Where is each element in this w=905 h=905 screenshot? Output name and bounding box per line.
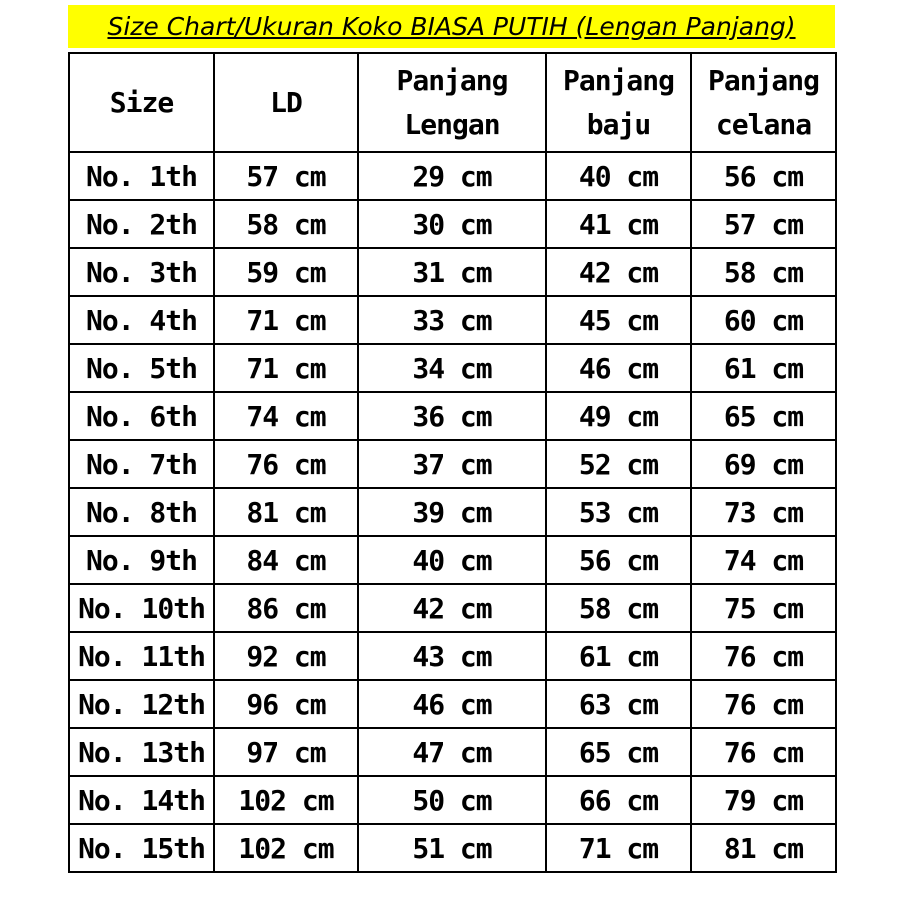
header-label-line2: celana: [715, 107, 812, 141]
cell-panjang-lengan: 31 cm: [358, 248, 546, 296]
cell-panjang-baju: 40 cm: [546, 152, 691, 200]
cell-ld: 71 cm: [214, 344, 358, 392]
header-label-line1: Panjang: [396, 63, 508, 97]
cell-ld: 76 cm: [214, 440, 358, 488]
cell-ld: 74 cm: [214, 392, 358, 440]
cell-panjang-baju: 45 cm: [546, 296, 691, 344]
cell-panjang-celana: 79 cm: [691, 776, 836, 824]
cell-panjang-lengan: 43 cm: [358, 632, 546, 680]
cell-ld: 102 cm: [214, 776, 358, 824]
cell-panjang-baju: 46 cm: [546, 344, 691, 392]
cell-size: No. 12th: [69, 680, 214, 728]
header-panjang-baju: [546, 53, 691, 152]
size-chart-title: Size Chart/Ukuran Koko BIASA PUTIH (Lengan Panjang): [68, 5, 835, 48]
cell-panjang-baju: 65 cm: [546, 728, 691, 776]
cell-panjang-celana: 69 cm: [691, 440, 836, 488]
cell-panjang-lengan: 37 cm: [358, 440, 546, 488]
cell-ld: 57 cm: [214, 152, 358, 200]
cell-panjang-baju: 41 cm: [546, 200, 691, 248]
cell-size: No. 9th: [69, 536, 214, 584]
header-label: LD: [270, 85, 302, 119]
cell-panjang-lengan: 30 cm: [358, 200, 546, 248]
table-row: [69, 824, 836, 872]
cell-panjang-lengan: 29 cm: [358, 152, 546, 200]
cell-panjang-celana: 76 cm: [691, 680, 836, 728]
cell-size: No. 11th: [69, 632, 214, 680]
cell-panjang-baju: 42 cm: [546, 248, 691, 296]
cell-ld: 71 cm: [214, 296, 358, 344]
cell-panjang-celana: 81 cm: [691, 824, 836, 872]
cell-ld: 58 cm: [214, 200, 358, 248]
table-row: [69, 536, 836, 584]
cell-ld: 84 cm: [214, 536, 358, 584]
table-row: [69, 344, 836, 392]
cell-panjang-lengan: 36 cm: [358, 392, 546, 440]
cell-panjang-celana: 58 cm: [691, 248, 836, 296]
cell-panjang-lengan: 50 cm: [358, 776, 546, 824]
table-row: [69, 296, 836, 344]
table-row: [69, 728, 836, 776]
cell-panjang-lengan: 34 cm: [358, 344, 546, 392]
header-size: [69, 53, 214, 152]
table-row: [69, 392, 836, 440]
cell-ld: 97 cm: [214, 728, 358, 776]
cell-size: No. 2th: [69, 200, 214, 248]
cell-ld: 86 cm: [214, 584, 358, 632]
cell-panjang-lengan: 51 cm: [358, 824, 546, 872]
cell-size: No. 4th: [69, 296, 214, 344]
table-row: [69, 632, 836, 680]
cell-panjang-lengan: 42 cm: [358, 584, 546, 632]
cell-panjang-lengan: 47 cm: [358, 728, 546, 776]
header-label-line1: Panjang: [707, 63, 819, 97]
cell-panjang-baju: 49 cm: [546, 392, 691, 440]
cell-size: No. 8th: [69, 488, 214, 536]
header-ld: [214, 53, 358, 152]
cell-panjang-celana: 57 cm: [691, 200, 836, 248]
table-header-row: [69, 53, 836, 152]
table-row: [69, 776, 836, 824]
cell-size: No. 15th: [69, 824, 214, 872]
table-row: [69, 248, 836, 296]
cell-size: No. 5th: [69, 344, 214, 392]
header-label-line1: Panjang: [562, 63, 674, 97]
cell-panjang-baju: 56 cm: [546, 536, 691, 584]
cell-panjang-baju: 71 cm: [546, 824, 691, 872]
cell-panjang-celana: 76 cm: [691, 728, 836, 776]
cell-ld: 59 cm: [214, 248, 358, 296]
cell-panjang-baju: 63 cm: [546, 680, 691, 728]
cell-size: No. 10th: [69, 584, 214, 632]
cell-ld: 92 cm: [214, 632, 358, 680]
cell-panjang-celana: 60 cm: [691, 296, 836, 344]
cell-panjang-lengan: 40 cm: [358, 536, 546, 584]
cell-panjang-lengan: 46 cm: [358, 680, 546, 728]
cell-panjang-lengan: 39 cm: [358, 488, 546, 536]
cell-panjang-baju: 53 cm: [546, 488, 691, 536]
cell-panjang-celana: 73 cm: [691, 488, 836, 536]
cell-panjang-baju: 52 cm: [546, 440, 691, 488]
header-label-line2: baju: [586, 107, 651, 141]
cell-panjang-lengan: 33 cm: [358, 296, 546, 344]
cell-ld: 81 cm: [214, 488, 358, 536]
cell-ld: 102 cm: [214, 824, 358, 872]
cell-size: No. 6th: [69, 392, 214, 440]
table-row: [69, 488, 836, 536]
cell-size: No. 3th: [69, 248, 214, 296]
header-panjang-lengan: [358, 53, 546, 152]
table-row: [69, 680, 836, 728]
header-label: Size: [109, 85, 174, 119]
cell-panjang-celana: 75 cm: [691, 584, 836, 632]
header-label-line2: Lengan: [404, 107, 500, 141]
table-row: [69, 200, 836, 248]
cell-panjang-baju: 58 cm: [546, 584, 691, 632]
cell-size: No. 1th: [69, 152, 214, 200]
cell-panjang-celana: 61 cm: [691, 344, 836, 392]
size-chart-table: [68, 52, 837, 873]
header-panjang-celana: [691, 53, 836, 152]
cell-ld: 96 cm: [214, 680, 358, 728]
cell-panjang-celana: 56 cm: [691, 152, 836, 200]
cell-panjang-baju: 66 cm: [546, 776, 691, 824]
cell-panjang-celana: 74 cm: [691, 536, 836, 584]
table-row: [69, 440, 836, 488]
cell-panjang-celana: 76 cm: [691, 632, 836, 680]
cell-panjang-baju: 61 cm: [546, 632, 691, 680]
cell-panjang-celana: 65 cm: [691, 392, 836, 440]
table-row: [69, 152, 836, 200]
cell-size: No. 7th: [69, 440, 214, 488]
cell-size: No. 13th: [69, 728, 214, 776]
table-row: [69, 584, 836, 632]
cell-size: No. 14th: [69, 776, 214, 824]
